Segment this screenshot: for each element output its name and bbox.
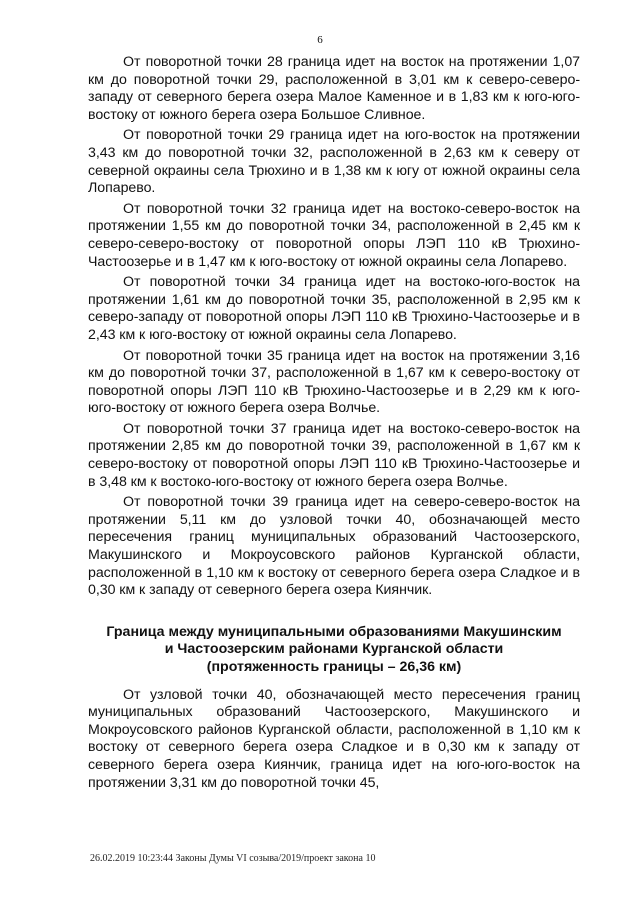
paragraph: От поворотной точки 37 граница идет на востоко-северо-восток на протяжении 2,85 км до поворотной точки 39, расположенной в 1,67 км к северо-востоку от поворотной опоры ЛЭП 110 кВ Трюхино-Частоозерье и в 3,48 км к востоко-юго-востоку от южного берега озера Волчье.	[88, 420, 580, 490]
paragraph: От узловой точки 40, обозначающей место пересечения границ муниципальных образований Частоозерского, Макушинского и Мокроусовского районов Курганской области, расположенной в 1,10 км к востоку от северного берега озера Сладкое и в 0,30 км к западу от северного берега озера Киянчик, граница идет на юго-юго-восток на протяжении 3,31 км до поворотной точки 45,	[88, 686, 580, 791]
section-heading-line: и Частоозерским районами Курганской области	[164, 641, 504, 658]
paragraph: От поворотной точки 28 граница идет на восток на протяжении 1,07 км до поворотной точки 29, расположенной в 3,01 км к северо-северо-западу от северного берега озера Малое Каменное и в 1,83 км к юго-юго-востоку от южного берега озера Большое Сливное.	[88, 54, 580, 123]
page-number: 6	[317, 34, 323, 46]
paragraph: От поворотной точки 34 граница идет на востоко-юго-восток на протяжении 1,61 км до поворотной точки 35, расположенной в 2,95 км к северо-западу от поворотной опоры ЛЭП 110 кВ Трюхино-Частоозерье и в 2,43 км к юго-востоку от южной окраины села Лопарево.	[88, 274, 580, 343]
paragraph: От поворотной точки 35 граница идет на восток на протяжении 3,16 км до поворотной точки 37, расположенной в 1,67 км к северо-востоку от поворотной опоры ЛЭП 110 кВ Трюхино-Частоозерье и в 2,29 км к юго-юго-востоку от южного берега озера Волчье.	[88, 347, 580, 417]
section-heading-length: (протяженность границы – 26,36 км)	[206, 659, 462, 675]
document-body	[88, 54, 580, 795]
footer-file-path: 26.02.2019 10:23:44 Законы Думы VI созыва/2019/проект закона 10	[90, 853, 376, 864]
paragraph: От поворотной точки 32 граница идет на востоко-северо-восток на протяжении 1,55 км до поворотной точки 34, расположенной в 2,45 км к северо-северо-востоку от поворотной опоры ЛЭП 110 кВ Трюхино-Частоозерье и в 1,47 км к юго-востоку от южной окраины села Лопарево.	[88, 200, 580, 270]
section-heading-line: Граница между муниципальными образованиями Макушинским	[106, 623, 562, 640]
section-heading	[88, 624, 580, 677]
paragraph: От поворотной точки 29 граница идет на юго-восток на протяжении 3,43 км до поворотной точки 32, расположенной в 2,63 км к северу от северной окраины села Трюхино и в 1,38 км к югу от южной окраины села Лопарево.	[88, 127, 580, 197]
paragraph: От поворотной точки 39 граница идет на северо-северо-восток на протяжении 5,11 км до узловой точки 40, обозначающей место пересечения границ муниципальных образований Частоозерского, Макушинского и Мокроусовского районов Курганской области, расположенной в 1,10 км к востоку от северного берега озера Сладкое и в 0,30 км к западу от северного берега озера Киянчик.	[88, 494, 580, 599]
